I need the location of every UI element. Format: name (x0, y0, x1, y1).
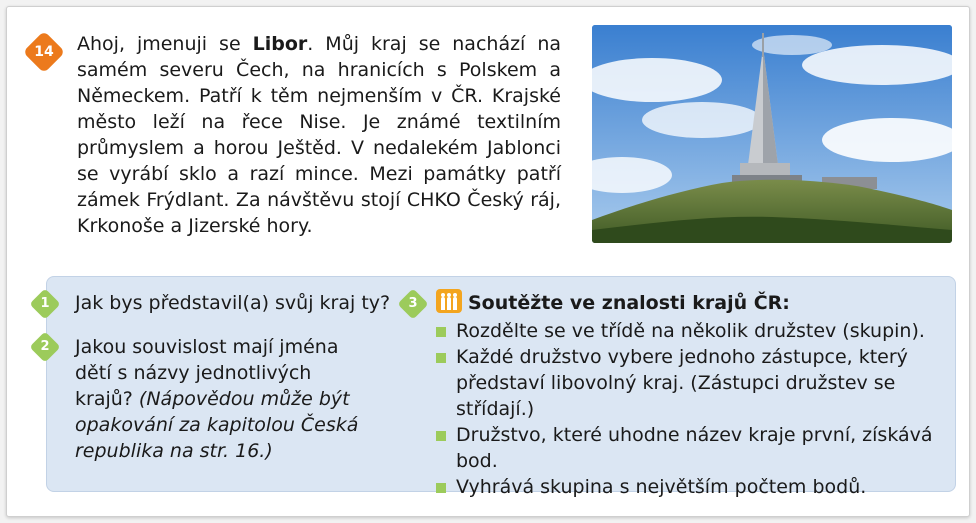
number-badge-14: 14 (24, 32, 64, 72)
rule-item: Rozdělte se ve třídě na několik družstev (skupin). (434, 318, 949, 344)
intro-paragraph: Ahoj, jmenuji se Libor. Můj kraj se nachází na samém severu Čech, na hranicích s Polskem a Německem. Patří k těm nejmenším v ČR. Krajské město leží na řece Nise. Je známé textilním průmyslem a horou Ještěd. V nedalekém Jablonci se vyrábí sklo a razí mince. Mezi památky patří zámek Frýdlant. Za návštěvu stojí CHKO Český ráj, Krkonoše a Jizerské hory. (77, 33, 561, 237)
task-badge-2: 2 (30, 332, 60, 362)
bullet-square-icon (436, 327, 446, 337)
rule-item: Družstvo, které uhodne název kraje první, získává bod. (434, 422, 949, 474)
question-2-hint: (Nápovědou může být opakování za kapitolou Česká republika na str. 16.) (75, 388, 359, 462)
bullet-square-icon (436, 431, 446, 441)
competition-rules (434, 318, 949, 500)
group-people-icon (436, 289, 462, 313)
question-1: Jak bys představil(a) svůj kraj ty? (75, 292, 391, 314)
rule-item: Každé družstvo vybere jednoho zástupce, který představí libovolný kraj. (Zástupci družstev se střídají.) (434, 344, 949, 422)
question-2 (75, 334, 375, 464)
name-libor: Libor (252, 33, 308, 55)
rule-item: Vyhrává skupina s největším počtem bodů. (434, 474, 949, 500)
question-2-text: Jakou souvislost mají jména dětí s názvy jednotlivých krajů? (75, 336, 339, 410)
competition-title: Soutěžte ve znalosti krajů ČR: (468, 292, 790, 314)
bullet-square-icon (436, 483, 446, 493)
task-badge-1: 1 (30, 289, 60, 319)
jested-tower-photo (592, 25, 952, 243)
bullet-square-icon (436, 353, 446, 363)
task-badge-3: 3 (398, 289, 428, 319)
